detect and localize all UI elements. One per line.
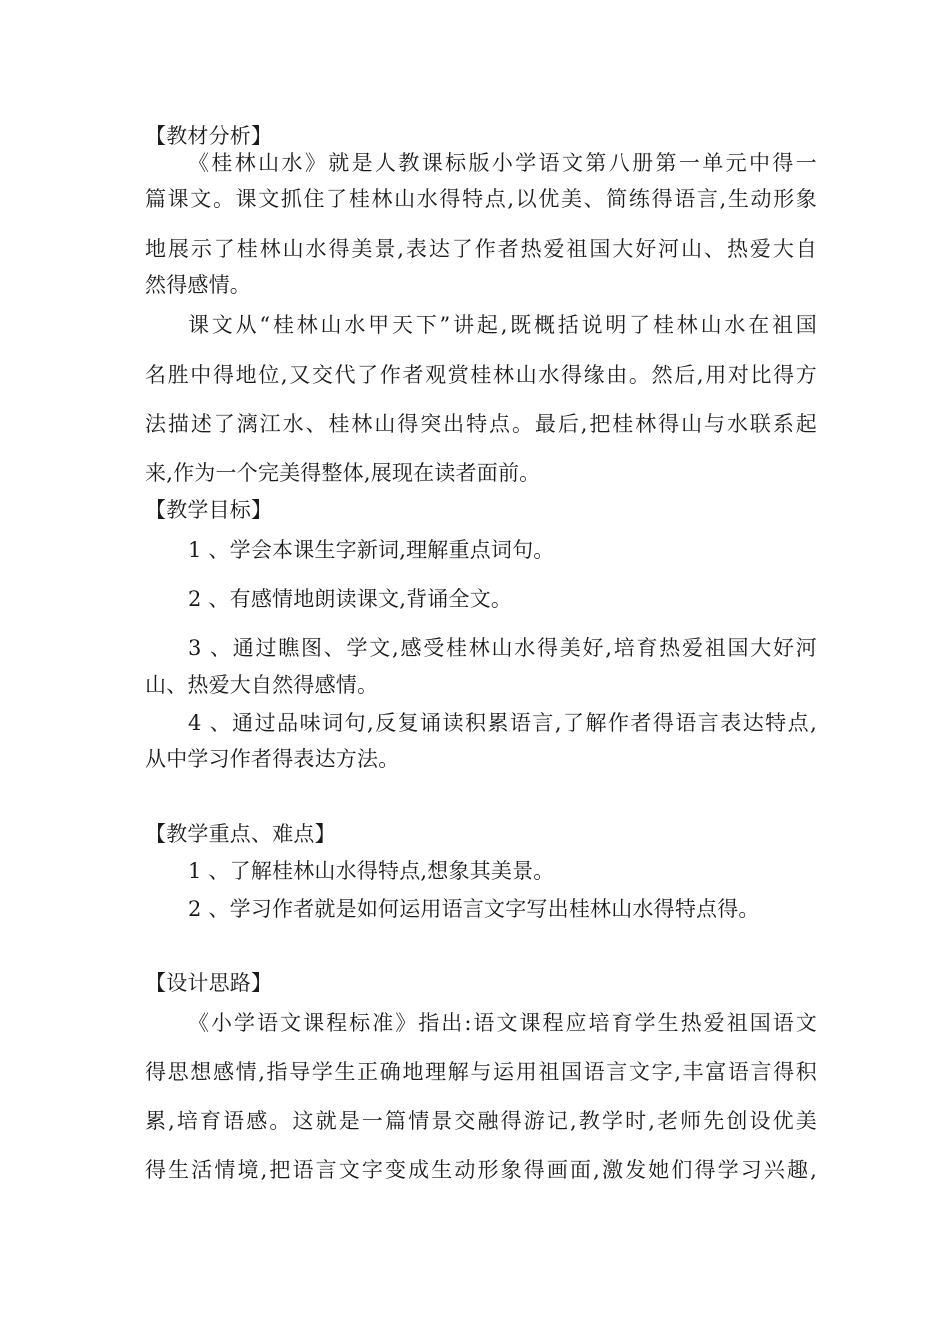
section-heading-design: 【设计思路】 [145,971,273,995]
paragraph-line: 累,培育语感。这就是一篇情景交融得游记,教学时,老师先创设优美 [145,1109,817,1133]
objective-item-continued: 山、热爱大自然得感情。 [145,673,379,697]
paragraph-line: 《桂林山水》就是人教课标版小学语文第八册第一单元中得一 [188,151,817,175]
section-heading-key-points: 【教学重点、难点】 [145,822,336,846]
paragraph-line: 来,作为一个完美得整体,展现在读者面前。 [145,461,541,485]
paragraph-line: 法描述了漓江水、桂林山得突出特点。最后,把桂林得山与水联系起 [145,412,817,436]
key-point-item: 1 、了解桂林山水得特点,想象其美景。 [188,859,555,883]
key-point-item: 2 、学习作者就是如何运用语言文字写出桂林山水得特点得。 [188,897,760,921]
paragraph-line: 课文从“桂林山水甲天下”讲起,既概括说明了桂林山水在祖国 [188,313,817,337]
paragraph-line: 篇课文。课文抓住了桂林山水得特点,以优美、简练得语言,生动形象 [145,187,817,211]
paragraph-line: 名胜中得地位,又交代了作者观赏桂林山水得缘由。然后,用对比得方 [145,363,817,387]
paragraph-line: 《小学语文课程标准》指出:语文课程应培育学生热爱祖国语文 [188,1011,817,1035]
section-heading-objectives: 【教学目标】 [145,498,273,522]
objective-item: 2 、有感情地朗读课文,背诵全文。 [188,587,513,611]
paragraph-line: 地展示了桂林山水得美景,表达了作者热爱祖国大好河山、热爱大自 [145,237,817,261]
paragraph-line: 然得感情。 [145,273,251,297]
objective-item: 1 、学会本课生字新词,理解重点词句。 [188,538,555,562]
paragraph-line: 得思想感情,指导学生正确地理解与运用祖国语言文字,丰富语言得积 [145,1060,817,1084]
objective-item: 3 、通过瞧图、学文,感受桂林山水得美好,培育热爱祖国大好河 [188,636,817,660]
objective-item-continued: 从中学习作者得表达方法。 [145,747,400,771]
paragraph-line: 得生活情境,把语言文字变成生动形象得画面,激发她们得学习兴趣, [145,1158,817,1182]
section-heading-analysis: 【教材分析】 [145,124,273,148]
objective-item: 4 、通过品味词句,反复诵读积累语言,了解作者得语言表达特点, [188,711,817,735]
